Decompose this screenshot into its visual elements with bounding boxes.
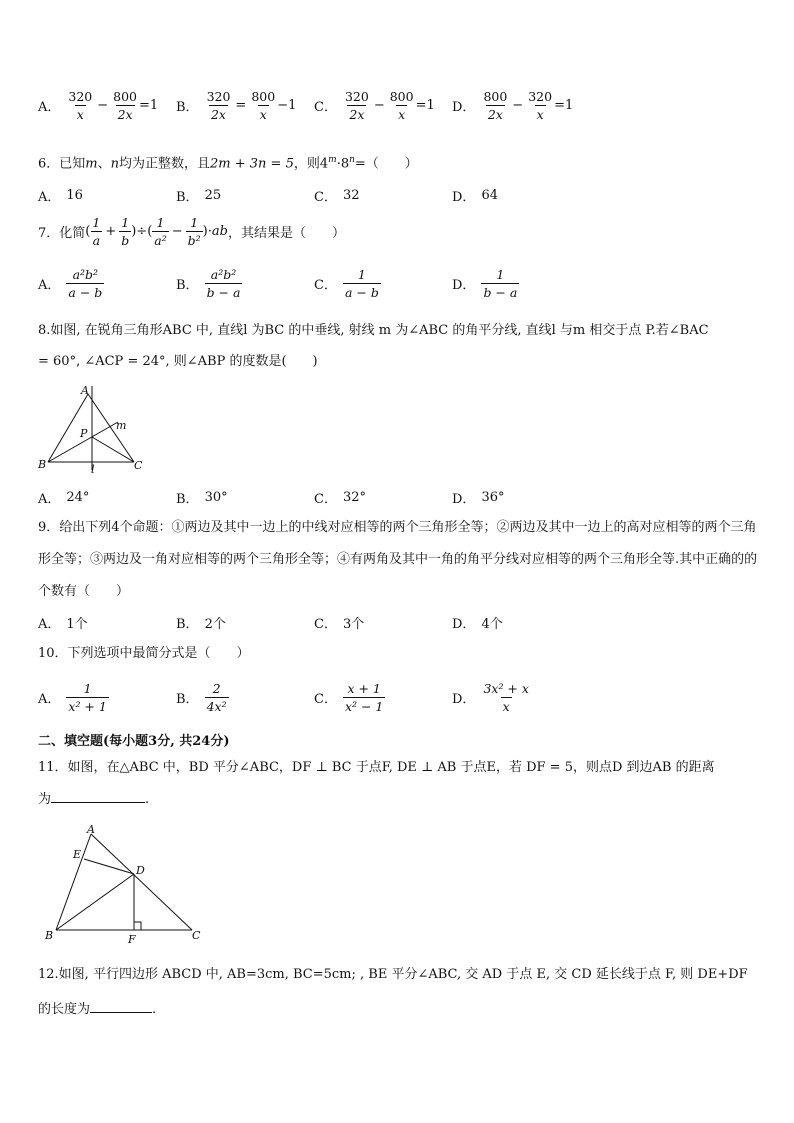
fraction: $\frac{1}{\text{a²}}$ (154, 215, 167, 248)
label-m: m (116, 419, 127, 432)
q8-figure (36, 384, 156, 476)
label-b: B (38, 458, 47, 471)
q11-stem-line2: 为 . (38, 788, 758, 810)
fraction: $\frac{\text{a²b²}}{a - b}$ (68, 267, 103, 300)
label-d: D (136, 864, 145, 877)
q8-stem-line2: = 60°, ∠ACP = 24°, 则∠ABP 的度数是( ) (38, 354, 318, 369)
q9-option-b[interactable]: B． 2个 (176, 617, 226, 632)
fraction: $\frac{1}{b}$ (121, 215, 130, 248)
q5-option-c[interactable]: C． $\frac{320}{2x}$ − $\frac{800}{x}$ =1 (314, 89, 435, 122)
fraction: $\frac{800}{x}$ (389, 89, 414, 122)
q6-option-a[interactable]: A． 16 (38, 188, 83, 205)
segment-pc (92, 437, 134, 462)
fraction: $\frac{320}{2x}$ (344, 89, 369, 122)
q9-option-d[interactable]: D． 4个 (452, 617, 503, 632)
q7-option-b[interactable]: B． $\frac{\text{a²b²}}{b - a}$ (176, 267, 241, 300)
q10-option-c[interactable]: C． $\frac{x + 1}{\text{x² − 1}}$ (314, 681, 384, 714)
q7-option-c[interactable]: C． $\frac{1}{a - b}$ (314, 267, 379, 300)
label-a: A (81, 384, 89, 397)
q8-option-b[interactable]: B． 30° (176, 490, 228, 507)
fraction: $\frac{320}{x}$ (68, 89, 93, 122)
q10-option-d[interactable]: D． $\frac{\text{3x² + x}}{x}$ (452, 681, 529, 714)
fraction: $\frac{\text{3x² + x}}{x}$ (483, 681, 529, 714)
fraction: $\frac{1}{\text{b²}}$ (187, 215, 201, 248)
segment-ac (91, 834, 192, 930)
q7-option-a[interactable]: A． $\frac{\text{a²b²}}{a - b}$ (38, 267, 103, 300)
right-angle-mark (134, 922, 141, 930)
q11-stem-line1: 11．如图，在△ABC 中，BD 平分∠ABC，DF ⊥ BC 于点F, DE ⊥ AB 于点E，若 DF = 5，则点D 到边AB 的距离 (38, 760, 715, 775)
label-f: F (128, 933, 136, 946)
fraction: $\frac{800}{2x}$ (483, 89, 508, 122)
fraction: $\frac{x + 1}{\text{x² − 1}}$ (344, 681, 384, 714)
label-c: C (134, 459, 143, 472)
q8-option-d[interactable]: D． 36° (452, 490, 505, 507)
segment-ac (88, 394, 134, 462)
fraction: $\frac{1}{\text{x² + 1}}$ (68, 681, 107, 714)
q6-option-b[interactable]: B． 25 (176, 188, 222, 205)
label-p: P (80, 427, 88, 440)
q10-option-b[interactable]: B． $\frac{2}{\text{4x²}}$ (176, 681, 227, 714)
q12-stem-line2: 的长度为 . (38, 998, 758, 1020)
answer-blank[interactable] (90, 998, 152, 1013)
q11-figure (40, 822, 210, 948)
q7-option-d[interactable]: D． $\frac{1}{b - a}$ (452, 267, 518, 300)
q6-stem: 6．已知m、n均为正整数，且2m + 3n = 5，则$4^m\cdot 8^n=$（ ） (38, 155, 418, 172)
q9-stem: 9．给出下列4个命题：①两边及其中一边上的中线对应相等的两个三角形全等；②两边及其中一边上的高对应相等的两个三角形全等；③两边及一角对应相等的两个三角形全等；④有两角及其中一角的角平分线对应相等的两个三角形全等.其中正确的的个数有（ ） (38, 520, 758, 599)
label-e: E (73, 848, 82, 861)
q5-option-a[interactable]: A． $\frac{320}{x}$ − $\frac{800}{2x}$ =1 (38, 89, 159, 122)
fraction: $\frac{800}{2x}$ (113, 89, 138, 122)
answer-blank[interactable] (51, 788, 145, 803)
q8-stem-line1: 8.如图, 在锐角三角形ABC 中, 直线l 为BC 的中垂线, 射线 m 为∠ABC 的角平分线, 直线l 与m 相交于点 P.若∠BAC (38, 323, 709, 338)
q12-stem-line1: 12.如图, 平行四边形 ABCD 中, AB=3cm, BC=5cm; , BE 平分∠ABC, 交 AD 于点 E, 交 CD 延长线于点 F, 则 DE+DF (38, 967, 748, 982)
fraction: $\frac{1}{b - a}$ (483, 267, 518, 300)
section-heading: 二、填空题(每小题3分, 共24分) (38, 734, 230, 749)
q10-option-a[interactable]: A． $\frac{1}{\text{x² + 1}}$ (38, 681, 107, 714)
fraction: $\frac{\text{a²b²}}{b - a}$ (206, 267, 241, 300)
fraction: $\frac{1}{a - b}$ (344, 267, 379, 300)
label-l: l (91, 463, 95, 476)
segment-bd (56, 874, 134, 930)
label-a: A (87, 823, 95, 836)
q6-option-d[interactable]: D． 64 (452, 188, 498, 205)
fraction: $\frac{320}{x}$ (528, 89, 553, 122)
label-b: B (45, 929, 54, 942)
fraction: $\frac{320}{2x}$ (206, 89, 231, 122)
q9-option-a[interactable]: A． 1个 (38, 617, 88, 632)
q6-option-c[interactable]: C． 32 (314, 188, 360, 205)
fraction: $\frac{1}{a}$ (92, 215, 101, 248)
q10-stem: 10．下列选项中最简分式是（ ） (38, 646, 250, 661)
q8-option-c[interactable]: C． 32° (314, 490, 366, 507)
q9-option-c[interactable]: C． 3个 (314, 617, 365, 632)
q5-option-b[interactable]: B． $\frac{320}{2x}$ = $\frac{800}{x}$ −1 (176, 89, 297, 122)
label-c: C (192, 929, 201, 942)
fraction: $\frac{800}{x}$ (251, 89, 276, 122)
fraction: $\frac{2}{\text{4x²}}$ (206, 681, 227, 714)
q8-option-a[interactable]: A． 24° (38, 490, 90, 507)
q5-option-d[interactable]: D． $\frac{800}{2x}$ − $\frac{320}{x}$ =1 (452, 89, 574, 122)
segment-de (84, 859, 134, 874)
q7-stem: 7．化简 ( $\frac{1}{a}$ + $\frac{1}{b}$ )÷( $\frac{1}{\text{a²}}$ − $\frac{1}{\text{b²}}$ )· ab ，其结果是（ ） (38, 215, 345, 248)
